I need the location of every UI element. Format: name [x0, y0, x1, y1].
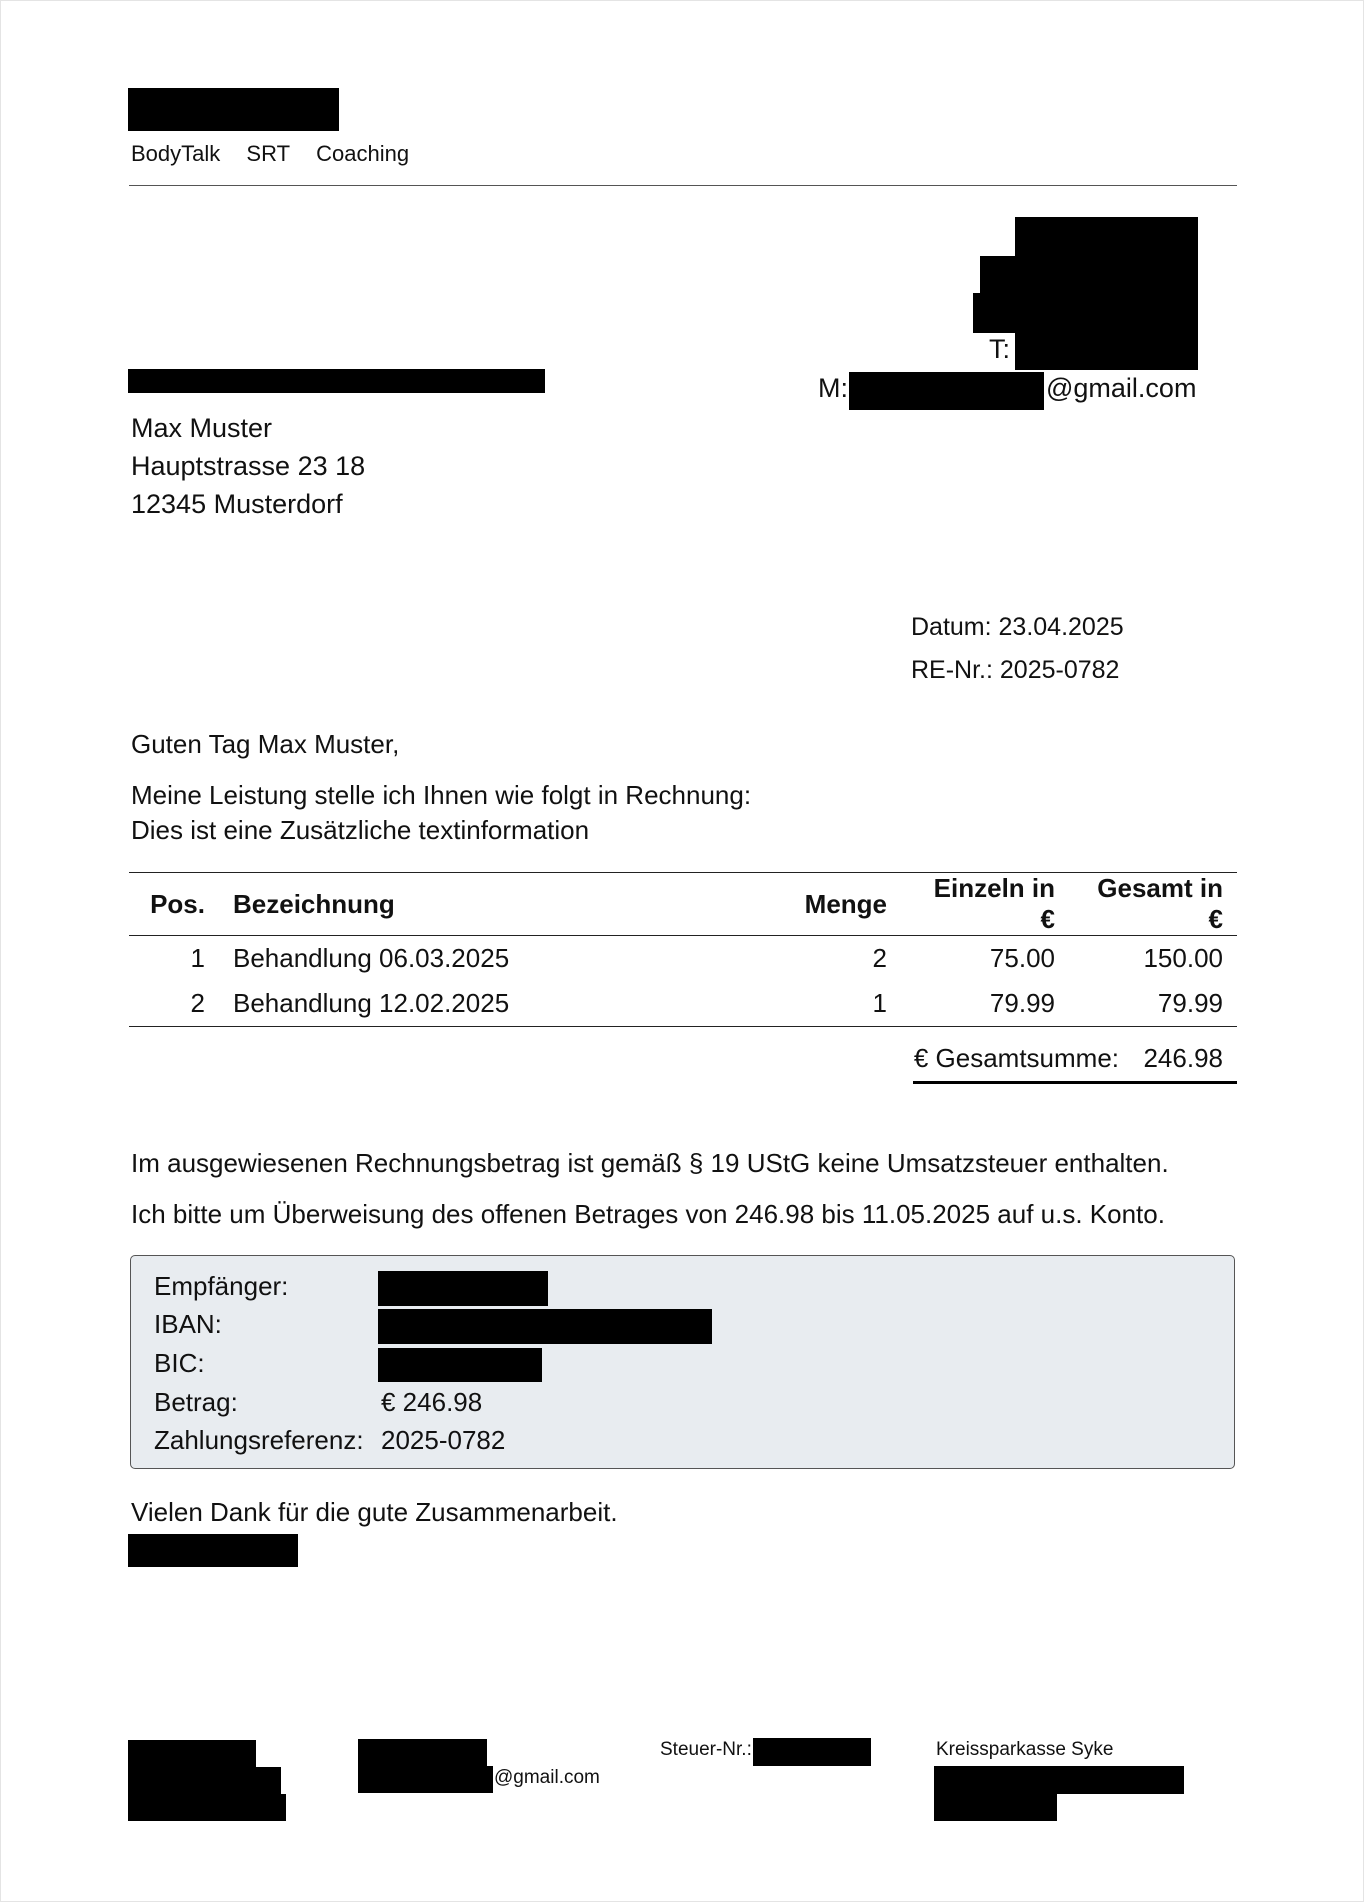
col-header-gesamt: Gesamt in €	[1069, 873, 1237, 936]
redacted-sender-address	[1015, 217, 1198, 257]
cell-menge: 1	[773, 981, 901, 1027]
footer-tax-label: Steuer-Nr.:	[660, 1739, 752, 1760]
total-value: 246.98	[1143, 1043, 1223, 1073]
tagline-item: Coaching	[316, 141, 410, 166]
recipient-city: 12345 Musterdorf	[131, 489, 343, 519]
intro-text: Meine Leistung stelle ich Ihnen wie folgt in Rechnung:	[131, 780, 752, 810]
table-header-row	[129, 873, 1237, 936]
redacted-phone	[1015, 332, 1198, 370]
col-header-menge: Menge	[773, 873, 901, 936]
cell-gesamt: 79.99	[1069, 981, 1237, 1027]
phone-label: T:	[989, 334, 1011, 364]
amount-value: € 246.98	[381, 1387, 483, 1417]
footer-email-domain: @gmail.com	[494, 1767, 600, 1788]
redacted-footer-address	[128, 1740, 256, 1768]
invoice-number: RE-Nr.: 2025-0782	[911, 656, 1120, 684]
iban-label: IBAN:	[154, 1309, 222, 1339]
redacted-sender-address	[973, 293, 1198, 333]
cell-bezeichnung: Behandlung 06.03.2025	[233, 943, 510, 973]
recipient-name: Max Muster	[131, 413, 273, 443]
email-domain: @gmail.com	[1046, 373, 1197, 403]
cell-einzeln: 79.99	[901, 981, 1069, 1027]
redacted-bic	[378, 1348, 542, 1382]
col-header-pos: Pos.	[129, 873, 219, 936]
tagline-item: BodyTalk	[131, 141, 221, 166]
redacted-email-user	[849, 372, 1044, 410]
tagline-item: SRT	[246, 141, 291, 166]
table-row	[129, 981, 1237, 1027]
redacted-footer-address	[128, 1767, 281, 1795]
cell-pos: 1	[190, 943, 205, 973]
cell-bezeichnung: Behandlung 12.02.2025	[219, 981, 773, 1027]
cell-einzeln: 75.00	[989, 943, 1055, 973]
mail-label: M:	[818, 373, 848, 403]
redacted-footer-name	[358, 1739, 487, 1767]
redacted-footer-address	[128, 1794, 286, 1821]
reference-value: 2025-0782	[381, 1425, 506, 1455]
col-header-einzeln: Einzeln in €	[901, 873, 1069, 936]
redacted-footer-bic	[934, 1793, 1057, 1821]
redacted-tax-number	[753, 1738, 871, 1766]
redacted-bank-recipient	[378, 1271, 548, 1306]
footer-bank-name: Kreissparkasse Syke	[936, 1739, 1114, 1760]
amount-label: Betrag:	[154, 1387, 238, 1417]
redacted-signature	[128, 1534, 298, 1567]
redacted-footer-iban	[934, 1766, 1184, 1794]
cell-gesamt: 150.00	[1143, 943, 1223, 973]
redacted-sender-address	[980, 256, 1198, 294]
redacted-logo	[128, 88, 339, 131]
recipient-street: Hauptstrasse 23 18	[131, 451, 366, 481]
closing-thanks: Vielen Dank für die gute Zusammenarbeit.	[131, 1497, 618, 1527]
total-label: € Gesamtsumme:	[913, 1043, 1119, 1073]
greeting: Guten Tag Max Muster,	[131, 729, 400, 759]
extra-text: Dies ist eine Zusätzliche textinformation	[131, 815, 590, 845]
header-divider	[129, 185, 1237, 186]
payment-note: Ich bitte um Überweisung des offenen Betrages von 246.98 bis 11.05.2025 auf u.s. Konto.	[131, 1199, 1165, 1229]
table-row	[129, 936, 1237, 982]
redacted-footer-email	[358, 1766, 493, 1793]
col-header-bezeichnung: Bezeichnung	[219, 873, 773, 936]
items-table	[129, 872, 1237, 1027]
redacted-iban	[378, 1309, 712, 1344]
total-row	[913, 1041, 1237, 1084]
redacted-return-address	[128, 369, 545, 393]
cell-pos: 2	[129, 981, 219, 1027]
bank-recipient-label: Empfänger:	[154, 1271, 289, 1301]
bic-label: BIC:	[154, 1348, 205, 1378]
cell-menge: 2	[872, 943, 887, 973]
invoice-date: Datum: 23.04.2025	[911, 613, 1124, 641]
letterhead-tagline	[131, 141, 429, 167]
reference-label: Zahlungsreferenz:	[154, 1425, 364, 1455]
tax-note: Im ausgewiesenen Rechnungsbetrag ist gemäß § 19 UStG keine Umsatzsteuer enthalten.	[131, 1148, 1169, 1178]
